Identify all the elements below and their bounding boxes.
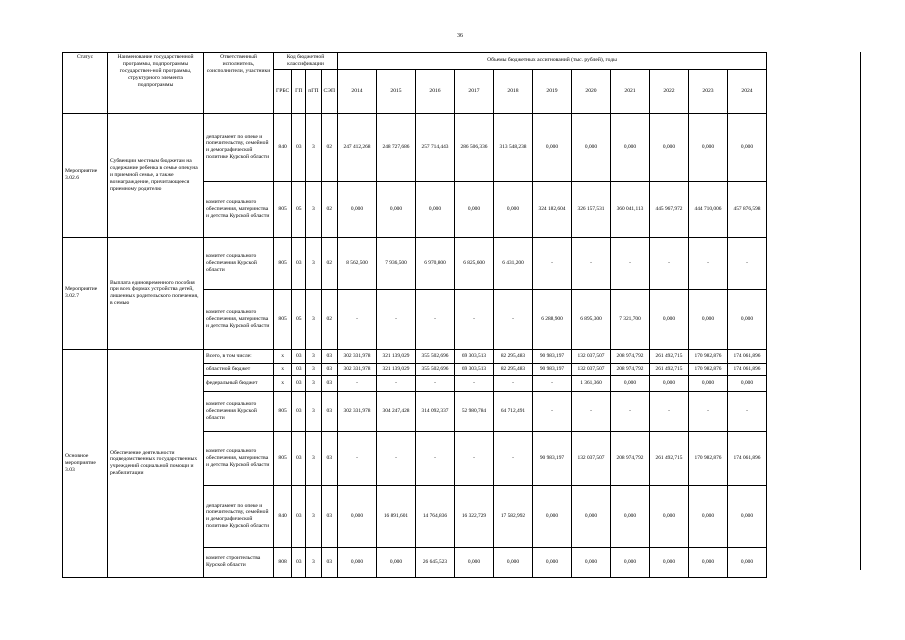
value-cell: - [650,391,689,431]
value-cell: 82 295,483 [494,363,533,375]
value-cell: 0,000 [455,181,494,237]
year-header: 2014 [338,69,377,113]
value-cell: 321 139,029 [377,349,416,363]
value-cell: 0,000 [728,113,767,181]
value-cell: 174 061,896 [728,349,767,363]
value-cell: 0,000 [650,485,689,547]
table-body [63,113,767,577]
value-cell: 0,000 [572,485,611,547]
year-header: 2021 [611,69,650,113]
table-border [860,52,861,570]
value-cell: - [533,375,572,391]
code-cell: 03 [292,349,306,363]
value-cell: 0,000 [728,375,767,391]
value-cell: 313 548,238 [494,113,533,181]
header-budget-code: Код бюджетной классификации [274,53,338,70]
value-cell: 0,000 [650,375,689,391]
code-cell: 03 [292,391,306,431]
year-header: 2024 [728,69,767,113]
row-name: Обеспечение деятельности подведомственных государственных учреждений социальной помощи и реабилитации [108,349,204,577]
value-cell: - [377,289,416,349]
table-row [63,349,767,363]
value-cell: - [572,237,611,289]
value-cell: - [455,375,494,391]
code-cell: 05 [292,289,306,349]
header-name: Наименование государственной программы, подпрограммы государствен-ной программы, структурного элемента подпрограммы [108,53,204,114]
value-cell: 7 321,700 [611,289,650,349]
value-cell: 248 727,686 [377,113,416,181]
value-cell: 0,000 [377,181,416,237]
value-cell: 0,000 [650,289,689,349]
value-cell: 64 712,491 [494,391,533,431]
value-cell: 0,000 [689,485,728,547]
code-cell: х [274,363,292,375]
row-executor: комитет социального обеспечения, материнства и детства Курской области [204,431,274,485]
row-executor: областной бюджет [204,363,274,375]
value-cell: 302 331,978 [338,391,377,431]
code-cell: 02 [321,237,337,289]
value-cell: - [494,289,533,349]
value-cell: 14 764,836 [416,485,455,547]
code-cell: 03 [292,547,306,577]
value-cell: 0,000 [728,485,767,547]
value-cell: 355 502,696 [416,349,455,363]
value-cell: 6 431,200 [494,237,533,289]
value-cell: 8 562,500 [338,237,377,289]
value-cell: 0,000 [533,485,572,547]
value-cell: - [416,289,455,349]
code-cell: 03 [321,349,337,363]
code-cell: 3 [306,485,321,547]
value-cell: 82 295,483 [494,349,533,363]
code-cell: 3 [306,181,321,237]
row-executor: комитет социального обеспечения Курской области [204,237,274,289]
value-cell: 174 061,896 [728,363,767,375]
value-cell: 90 983,197 [533,349,572,363]
value-cell: 360 041,113 [611,181,650,237]
code-cell: 02 [321,113,337,181]
value-cell: 0,000 [338,485,377,547]
code-cell: 03 [321,431,337,485]
code-cell: 03 [292,237,306,289]
value-cell: 6 970,800 [416,237,455,289]
row-status: Мероприятие 3.02.7 [63,237,108,349]
value-cell: 0,000 [533,113,572,181]
value-cell: - [533,237,572,289]
header-status: Статус [63,53,108,114]
code-cell: 03 [321,375,337,391]
value-cell: 16 891,601 [377,485,416,547]
value-cell: 261 492,715 [650,431,689,485]
code-cell: 3 [306,391,321,431]
year-header: 2023 [689,69,728,113]
value-cell: 0,000 [611,485,650,547]
code-col-header: ГП [292,69,306,113]
value-cell: 0,000 [572,113,611,181]
code-cell: 03 [321,363,337,375]
code-cell: 3 [306,237,321,289]
value-cell: 69 303,513 [455,363,494,375]
value-cell: 314 092,337 [416,391,455,431]
value-cell: 6 825,600 [455,237,494,289]
value-cell: 0,000 [611,375,650,391]
code-cell: 3 [306,375,321,391]
code-cell: х [274,349,292,363]
value-cell: - [533,391,572,431]
value-cell: 0,000 [338,547,377,577]
value-cell: 0,000 [728,289,767,349]
value-cell: 0,000 [689,113,728,181]
value-cell: - [689,391,728,431]
value-cell: 0,000 [689,547,728,577]
value-cell: 257 714,443 [416,113,455,181]
value-cell: - [611,391,650,431]
value-cell: 1 361,360 [572,375,611,391]
value-cell: 132 037,507 [572,349,611,363]
row-executor: Всего, в том числе: [204,349,274,363]
code-cell: 03 [292,485,306,547]
row-executor: комитет социального обеспечения, материнства и детства Курской области [204,181,274,237]
year-header: 2019 [533,69,572,113]
value-cell: 16 322,729 [455,485,494,547]
row-executor: федеральный бюджет [204,375,274,391]
year-header: 2017 [455,69,494,113]
value-cell: 7 936,500 [377,237,416,289]
code-cell: 805 [274,431,292,485]
code-cell: 03 [321,391,337,431]
value-cell: 261 492,715 [650,349,689,363]
value-cell: 0,000 [650,113,689,181]
value-cell: 90 983,197 [533,431,572,485]
value-cell: 445 967,972 [650,181,689,237]
value-cell: - [494,375,533,391]
value-cell: 444 710,006 [689,181,728,237]
code-cell: 03 [292,375,306,391]
value-cell: 0,000 [455,547,494,577]
value-cell: - [338,431,377,485]
value-cell: - [377,375,416,391]
value-cell: 302 331,978 [338,363,377,375]
row-executor: комитет социального обеспечения Курской области [204,391,274,431]
code-cell: 3 [306,431,321,485]
table-row [63,237,767,289]
code-cell: 805 [274,237,292,289]
value-cell: 0,000 [689,289,728,349]
row-name: Выплата единовременного пособия при всех формах устройства детей, лишенных родительского попечения, в семью [108,237,204,349]
value-cell: 170 982,876 [689,349,728,363]
value-cell: 0,000 [377,547,416,577]
code-col-header: пГП [306,69,321,113]
value-cell: 302 331,978 [338,349,377,363]
code-cell: 840 [274,113,292,181]
code-cell: 03 [292,431,306,485]
code-cell: 808 [274,547,292,577]
page-number: 36 [457,33,463,39]
value-cell: 208 974,792 [611,349,650,363]
code-cell: 805 [274,181,292,237]
code-cell: 3 [306,547,321,577]
year-header: 2022 [650,69,689,113]
value-cell: 69 303,513 [455,349,494,363]
value-cell: 0,000 [338,181,377,237]
value-cell: 132 037,507 [572,431,611,485]
value-cell: - [455,431,494,485]
header-volumes: Объемы бюджетных ассигнований (тыс. рублей), годы [338,53,767,70]
code-cell: 3 [306,349,321,363]
value-cell: 0,000 [494,547,533,577]
code-col-header: СЭП [321,69,337,113]
value-cell: 261 492,715 [650,363,689,375]
value-cell: - [689,237,728,289]
value-cell: 247 412,268 [338,113,377,181]
value-cell: 457 876,598 [728,181,767,237]
year-header: 2018 [494,69,533,113]
code-cell: 805 [274,391,292,431]
value-cell: - [728,391,767,431]
value-cell: 321 139,029 [377,363,416,375]
year-header: 2020 [572,69,611,113]
value-cell: 324 182,604 [533,181,572,237]
budget-table [62,52,767,578]
value-cell: - [377,431,416,485]
row-status: Мероприятие 3.02.6 [63,113,108,237]
value-cell: - [338,289,377,349]
value-cell: - [611,237,650,289]
value-cell: - [455,289,494,349]
value-cell: - [338,375,377,391]
row-executor: департамент по опеке и попечительству, семейной и демографической политике Курской области [204,113,274,181]
value-cell: - [728,237,767,289]
year-header: 2016 [416,69,455,113]
value-cell: - [572,391,611,431]
year-header: 2015 [377,69,416,113]
value-cell: 52 980,784 [455,391,494,431]
value-cell: 326 157,531 [572,181,611,237]
code-cell: 3 [306,289,321,349]
row-executor: комитет социального обеспечения, материнства и детства Курской области [204,289,274,349]
value-cell: 0,000 [572,547,611,577]
code-cell: 03 [321,547,337,577]
value-cell: 6 895,300 [572,289,611,349]
value-cell: - [494,431,533,485]
value-cell: 304 247,428 [377,391,416,431]
value-cell: - [416,431,455,485]
value-cell: 6 288,900 [533,289,572,349]
row-name: Субвенции местным бюджетам на содержание ребенка в семье опекуна и приемной семье, а также вознаграждение, причитающееся приемному родителю [108,113,204,237]
code-cell: 805 [274,289,292,349]
value-cell: - [650,237,689,289]
code-cell: 05 [292,181,306,237]
value-cell: 0,000 [689,375,728,391]
table-row [63,113,767,181]
value-cell: - [416,375,455,391]
value-cell: 0,000 [728,547,767,577]
row-executor: департамент по опеке и попечительству, семейной и демографической политике Курской области [204,485,274,547]
value-cell: 17 582,992 [494,485,533,547]
value-cell: 355 502,696 [416,363,455,375]
value-cell: 0,000 [494,181,533,237]
code-cell: 03 [321,485,337,547]
value-cell: 0,000 [533,547,572,577]
value-cell: 170 982,876 [689,431,728,485]
value-cell: 0,000 [416,181,455,237]
code-cell: 03 [292,363,306,375]
code-col-header: ГРБС [274,69,292,113]
value-cell: 26 645,523 [416,547,455,577]
value-cell: 174 061,896 [728,431,767,485]
code-cell: 02 [321,289,337,349]
header-executor: Ответственный исполнитель, соисполнители, участники [204,53,274,114]
code-cell: 840 [274,485,292,547]
value-cell: 208 974,792 [611,431,650,485]
value-cell: 286 506,336 [455,113,494,181]
value-cell: 170 982,876 [689,363,728,375]
value-cell: 90 983,197 [533,363,572,375]
code-cell: х [274,375,292,391]
code-cell: 03 [292,113,306,181]
row-executor: комитет строительства Курской области [204,547,274,577]
code-cell: 3 [306,363,321,375]
code-cell: 02 [321,181,337,237]
value-cell: 0,000 [650,547,689,577]
value-cell: 132 037,507 [572,363,611,375]
code-cell: 3 [306,113,321,181]
row-status: Основное мероприятие 3.03 [63,349,108,577]
value-cell: 208 974,792 [611,363,650,375]
value-cell: 0,000 [611,547,650,577]
value-cell: 0,000 [611,113,650,181]
